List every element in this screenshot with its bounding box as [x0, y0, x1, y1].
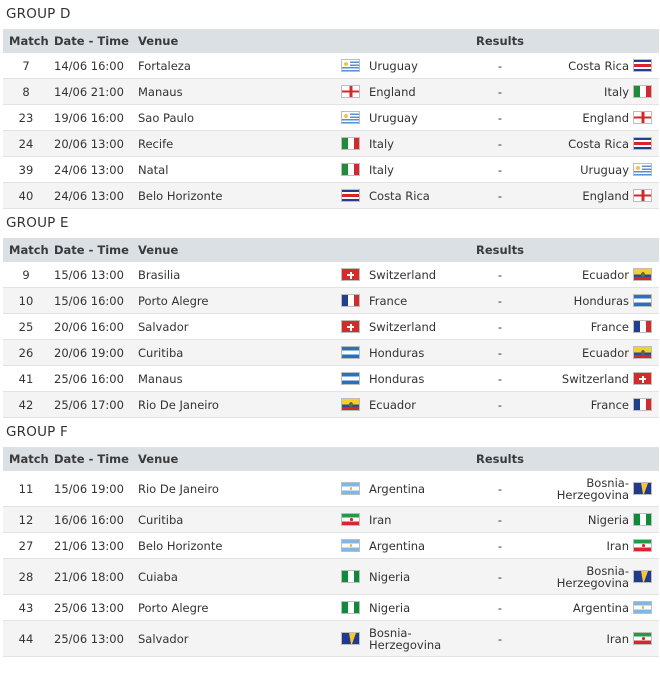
header-venue: Venue	[138, 243, 179, 257]
match-venue: Brasilia	[138, 267, 181, 282]
header-match: Match	[9, 452, 49, 466]
away-team-name-line: Italy	[604, 84, 629, 99]
away-team-name-line: Herzegovina	[556, 487, 629, 502]
header-results: Results	[476, 243, 524, 257]
match-number: 43	[18, 600, 34, 615]
away-team-name-line: Switzerland	[561, 371, 629, 386]
match-date-time: 20/06 13:00	[54, 136, 124, 151]
header-date-time: Date - Time	[54, 34, 129, 48]
home-flag-icon	[341, 294, 360, 307]
match-number: 12	[18, 512, 34, 527]
away-flag-cell	[633, 595, 653, 620]
away-flag-cell	[633, 288, 653, 313]
match-venue: Belo Horizonte	[138, 188, 223, 203]
home-flag-icon	[341, 372, 360, 385]
away-flag-icon	[633, 268, 652, 281]
home-flag-cell	[341, 53, 361, 78]
away-flag-cell	[633, 621, 653, 656]
home-flag-icon	[341, 320, 360, 333]
away-flag-cell	[633, 131, 653, 156]
match-venue: Curitiba	[138, 512, 184, 527]
away-team-name-line: Uruguay	[580, 162, 629, 177]
away-flag-icon	[633, 372, 652, 385]
match-row	[3, 533, 659, 559]
away-team	[588, 507, 629, 532]
match-date-time: 14/06 21:00	[54, 84, 124, 99]
group-title: GROUP E	[6, 215, 69, 231]
away-flag-cell	[633, 314, 653, 339]
match-venue: Rio De Janeiro	[138, 481, 219, 496]
away-team-name-line: France	[590, 397, 629, 412]
home-flag-cell	[341, 559, 361, 594]
home-team-name-line: Uruguay	[369, 58, 418, 73]
home-team-name-line: England	[369, 84, 416, 99]
match-venue: Manaus	[138, 371, 183, 386]
match-number: 26	[18, 345, 34, 360]
match-number: 27	[18, 538, 34, 553]
away-team	[580, 157, 629, 182]
match-number: 39	[18, 162, 34, 177]
away-team-name-line: Argentina	[572, 600, 629, 615]
away-flag-icon	[633, 111, 652, 124]
home-flag-icon	[341, 346, 360, 359]
match-row	[3, 366, 659, 392]
away-team-name-line: Herzegovina	[556, 575, 629, 590]
match-result: -	[497, 481, 503, 496]
match-number: 42	[18, 397, 34, 412]
match-date-time: 16/06 16:00	[54, 512, 124, 527]
away-flag-icon	[633, 398, 652, 411]
away-team	[582, 262, 629, 287]
away-team	[591, 314, 629, 339]
home-team-name-line: Uruguay	[369, 110, 418, 125]
home-team	[369, 157, 394, 182]
home-flag-cell	[341, 471, 361, 506]
away-team-name-line: Iran	[606, 538, 629, 553]
home-team	[369, 183, 430, 208]
away-flag-icon	[633, 294, 652, 307]
home-team	[369, 79, 416, 104]
match-number: 28	[18, 569, 34, 584]
away-flag-icon	[633, 632, 652, 645]
group-section	[0, 0, 660, 209]
match-venue: Belo Horizonte	[138, 538, 223, 553]
home-team-name-line: Nigeria	[369, 600, 411, 615]
match-result: -	[497, 631, 503, 646]
away-team-name-line: Honduras	[573, 293, 629, 308]
home-team	[369, 595, 410, 620]
home-flag-cell	[341, 314, 361, 339]
home-team	[369, 131, 394, 156]
match-result: -	[497, 538, 503, 553]
away-flag-cell	[633, 507, 653, 532]
home-team	[369, 392, 416, 417]
away-team-name-line: Costa Rica	[568, 136, 629, 151]
home-team-name-line: Ecuador	[369, 397, 416, 412]
match-venue: Rio De Janeiro	[138, 397, 219, 412]
away-flag-cell	[633, 340, 653, 365]
away-flag-icon	[633, 346, 652, 359]
match-row	[3, 621, 659, 657]
home-team	[369, 621, 441, 656]
away-team-name-line: Iran	[606, 631, 629, 646]
match-result: -	[497, 136, 503, 151]
away-flag-cell	[633, 366, 653, 391]
home-flag-cell	[341, 105, 361, 130]
match-result: -	[497, 319, 503, 334]
away-team	[604, 79, 629, 104]
away-team-name-line: Bosnia-	[586, 563, 629, 578]
group-section	[0, 418, 660, 657]
header-match: Match	[9, 243, 49, 257]
home-team	[369, 288, 407, 313]
match-date-time: 25/06 16:00	[54, 371, 124, 386]
home-flag-cell	[341, 595, 361, 620]
match-row	[3, 595, 659, 621]
match-result: -	[497, 600, 503, 615]
match-venue: Fortaleza	[138, 58, 191, 73]
away-flag-icon	[633, 85, 652, 98]
match-date-time: 25/06 13:00	[54, 631, 124, 646]
away-flag-cell	[633, 157, 653, 182]
match-number: 8	[22, 84, 30, 99]
away-flag-cell	[633, 105, 653, 130]
away-team	[582, 183, 629, 208]
away-flag-cell	[633, 79, 653, 104]
away-team-name-line: England	[582, 110, 629, 125]
match-number: 40	[18, 188, 34, 203]
match-date-time: 24/06 13:00	[54, 162, 124, 177]
home-team	[369, 105, 418, 130]
away-flag-icon	[633, 320, 652, 333]
away-flag-icon	[633, 601, 652, 614]
match-row	[3, 157, 659, 183]
home-flag-cell	[341, 392, 361, 417]
away-flag-cell	[633, 262, 653, 287]
match-date-time: 20/06 16:00	[54, 319, 124, 334]
away-team	[591, 392, 629, 417]
home-flag-icon	[341, 111, 360, 124]
match-result: -	[497, 293, 503, 308]
home-team-name-line: Italy	[369, 162, 394, 177]
match-venue: Porto Alegre	[138, 600, 209, 615]
away-flag-icon	[633, 163, 652, 176]
away-team-name-line: England	[582, 188, 629, 203]
away-team	[568, 131, 629, 156]
home-flag-cell	[341, 366, 361, 391]
group-title: GROUP F	[6, 424, 68, 440]
home-flag-cell	[341, 79, 361, 104]
away-team-name-line: Bosnia-	[586, 475, 629, 490]
table-header	[3, 29, 659, 53]
away-flag-cell	[633, 471, 653, 506]
match-result: -	[497, 84, 503, 99]
match-date-time: 21/06 18:00	[54, 569, 124, 584]
away-flag-icon	[633, 482, 652, 495]
match-row	[3, 471, 659, 507]
match-date-time: 25/06 17:00	[54, 397, 124, 412]
home-team-name-line: Argentina	[369, 481, 426, 496]
home-flag-cell	[341, 533, 361, 558]
away-team	[582, 105, 629, 130]
home-team	[369, 340, 424, 365]
match-list	[0, 471, 660, 657]
match-row	[3, 105, 659, 131]
home-flag-icon	[341, 268, 360, 281]
home-flag-icon	[341, 398, 360, 411]
match-row	[3, 314, 659, 340]
match-date-time: 19/06 16:00	[54, 110, 124, 125]
match-venue: Salvador	[138, 319, 189, 334]
match-row	[3, 340, 659, 366]
match-number: 11	[18, 481, 34, 496]
match-list	[0, 53, 660, 209]
match-venue: Natal	[138, 162, 169, 177]
away-flag-cell	[633, 533, 653, 558]
home-team-name-line: Herzegovina	[369, 637, 442, 652]
away-team	[562, 366, 629, 391]
match-number: 41	[18, 371, 34, 386]
match-date-time: 15/06 19:00	[54, 481, 124, 496]
away-team	[607, 533, 629, 558]
home-flag-icon	[341, 570, 360, 583]
home-flag-cell	[341, 157, 361, 182]
match-date-time: 20/06 19:00	[54, 345, 124, 360]
away-team-name-line: Nigeria	[587, 512, 629, 527]
match-date-time: 15/06 13:00	[54, 267, 124, 282]
home-team	[369, 314, 436, 339]
match-result: -	[497, 162, 503, 177]
home-flag-cell	[341, 131, 361, 156]
home-flag-cell	[341, 183, 361, 208]
away-flag-cell	[633, 183, 653, 208]
header-venue: Venue	[138, 34, 179, 48]
match-date-time: 25/06 13:00	[54, 600, 124, 615]
match-result: -	[497, 110, 503, 125]
away-team-name-line: Ecuador	[582, 267, 629, 282]
away-flag-cell	[633, 392, 653, 417]
home-team-name-line: Iran	[369, 512, 392, 527]
match-result: -	[497, 188, 503, 203]
match-result: -	[497, 58, 503, 73]
match-venue: Recife	[138, 136, 174, 151]
match-row	[3, 183, 659, 209]
match-venue: Manaus	[138, 84, 183, 99]
home-flag-icon	[341, 482, 360, 495]
match-number: 44	[18, 631, 34, 646]
match-row	[3, 288, 659, 314]
group-section	[0, 209, 660, 418]
home-flag-icon	[341, 632, 360, 645]
home-team-name-line: Honduras	[369, 345, 425, 360]
away-team	[574, 288, 629, 313]
away-flag-cell	[633, 559, 653, 594]
match-row	[3, 131, 659, 157]
match-number: 24	[18, 136, 34, 151]
match-result: -	[497, 512, 503, 527]
header-venue: Venue	[138, 452, 179, 466]
away-team-name-line: France	[590, 319, 629, 334]
home-team-name-line: Italy	[369, 136, 394, 151]
match-date-time: 24/06 13:00	[54, 188, 124, 203]
home-flag-cell	[341, 288, 361, 313]
home-flag-icon	[341, 137, 360, 150]
match-venue: Porto Alegre	[138, 293, 209, 308]
match-number: 7	[22, 58, 30, 73]
match-date-time: 21/06 13:00	[54, 538, 124, 553]
home-flag-cell	[341, 340, 361, 365]
home-team-name-line: Argentina	[369, 538, 426, 553]
away-flag-icon	[633, 513, 652, 526]
table-header	[3, 447, 659, 471]
away-team	[573, 595, 629, 620]
away-flag-icon	[633, 539, 652, 552]
match-venue: Cuiaba	[138, 569, 178, 584]
home-flag-icon	[341, 59, 360, 72]
match-result: -	[497, 267, 503, 282]
match-row	[3, 262, 659, 288]
header-date-time: Date - Time	[54, 452, 129, 466]
match-number: 10	[18, 293, 34, 308]
match-row	[3, 53, 659, 79]
home-team	[369, 507, 391, 532]
away-team	[557, 471, 629, 506]
home-team-name-line: Switzerland	[369, 267, 437, 282]
away-team	[607, 621, 629, 656]
home-flag-icon	[341, 163, 360, 176]
match-row	[3, 559, 659, 595]
header-results: Results	[476, 34, 524, 48]
match-row	[3, 507, 659, 533]
home-flag-icon	[341, 601, 360, 614]
away-team	[557, 559, 629, 594]
header-results: Results	[476, 452, 524, 466]
home-team	[369, 533, 425, 558]
home-team	[369, 262, 436, 287]
away-flag-icon	[633, 137, 652, 150]
match-result: -	[497, 397, 503, 412]
group-title: GROUP D	[6, 6, 71, 22]
home-team-name-line: Costa Rica	[369, 188, 430, 203]
home-flag-icon	[341, 539, 360, 552]
match-list	[0, 262, 660, 418]
header-match: Match	[9, 34, 49, 48]
match-date-time: 14/06 16:00	[54, 58, 124, 73]
match-row	[3, 392, 659, 418]
away-flag-cell	[633, 53, 653, 78]
home-flag-cell	[341, 262, 361, 287]
home-flag-cell	[341, 507, 361, 532]
away-flag-icon	[633, 59, 652, 72]
match-row	[3, 79, 659, 105]
match-result: -	[497, 371, 503, 386]
match-date-time: 15/06 16:00	[54, 293, 124, 308]
match-number: 25	[18, 319, 34, 334]
home-team-name-line: Switzerland	[369, 319, 437, 334]
home-flag-icon	[341, 513, 360, 526]
header-date-time: Date - Time	[54, 243, 129, 257]
away-flag-icon	[633, 570, 652, 583]
home-team-name-line: Bosnia-	[369, 625, 412, 640]
match-result: -	[497, 569, 503, 584]
match-venue: Sao Paulo	[138, 110, 195, 125]
home-flag-icon	[341, 85, 360, 98]
home-team-name-line: Honduras	[369, 371, 425, 386]
match-number: 23	[18, 110, 34, 125]
home-flag-cell	[341, 621, 361, 656]
away-team	[582, 340, 629, 365]
home-team-name-line: Nigeria	[369, 569, 411, 584]
away-team-name-line: Ecuador	[582, 345, 629, 360]
away-team-name-line: Costa Rica	[568, 58, 629, 73]
away-team	[568, 53, 629, 78]
match-venue: Salvador	[138, 631, 189, 646]
table-header	[3, 238, 659, 262]
match-number: 9	[22, 267, 30, 282]
home-flag-icon	[341, 189, 360, 202]
match-venue: Curitiba	[138, 345, 184, 360]
home-team	[369, 471, 425, 506]
home-team	[369, 559, 410, 594]
home-team-name-line: France	[369, 293, 408, 308]
match-result: -	[497, 345, 503, 360]
away-flag-icon	[633, 189, 652, 202]
home-team	[369, 366, 424, 391]
home-team	[369, 53, 418, 78]
